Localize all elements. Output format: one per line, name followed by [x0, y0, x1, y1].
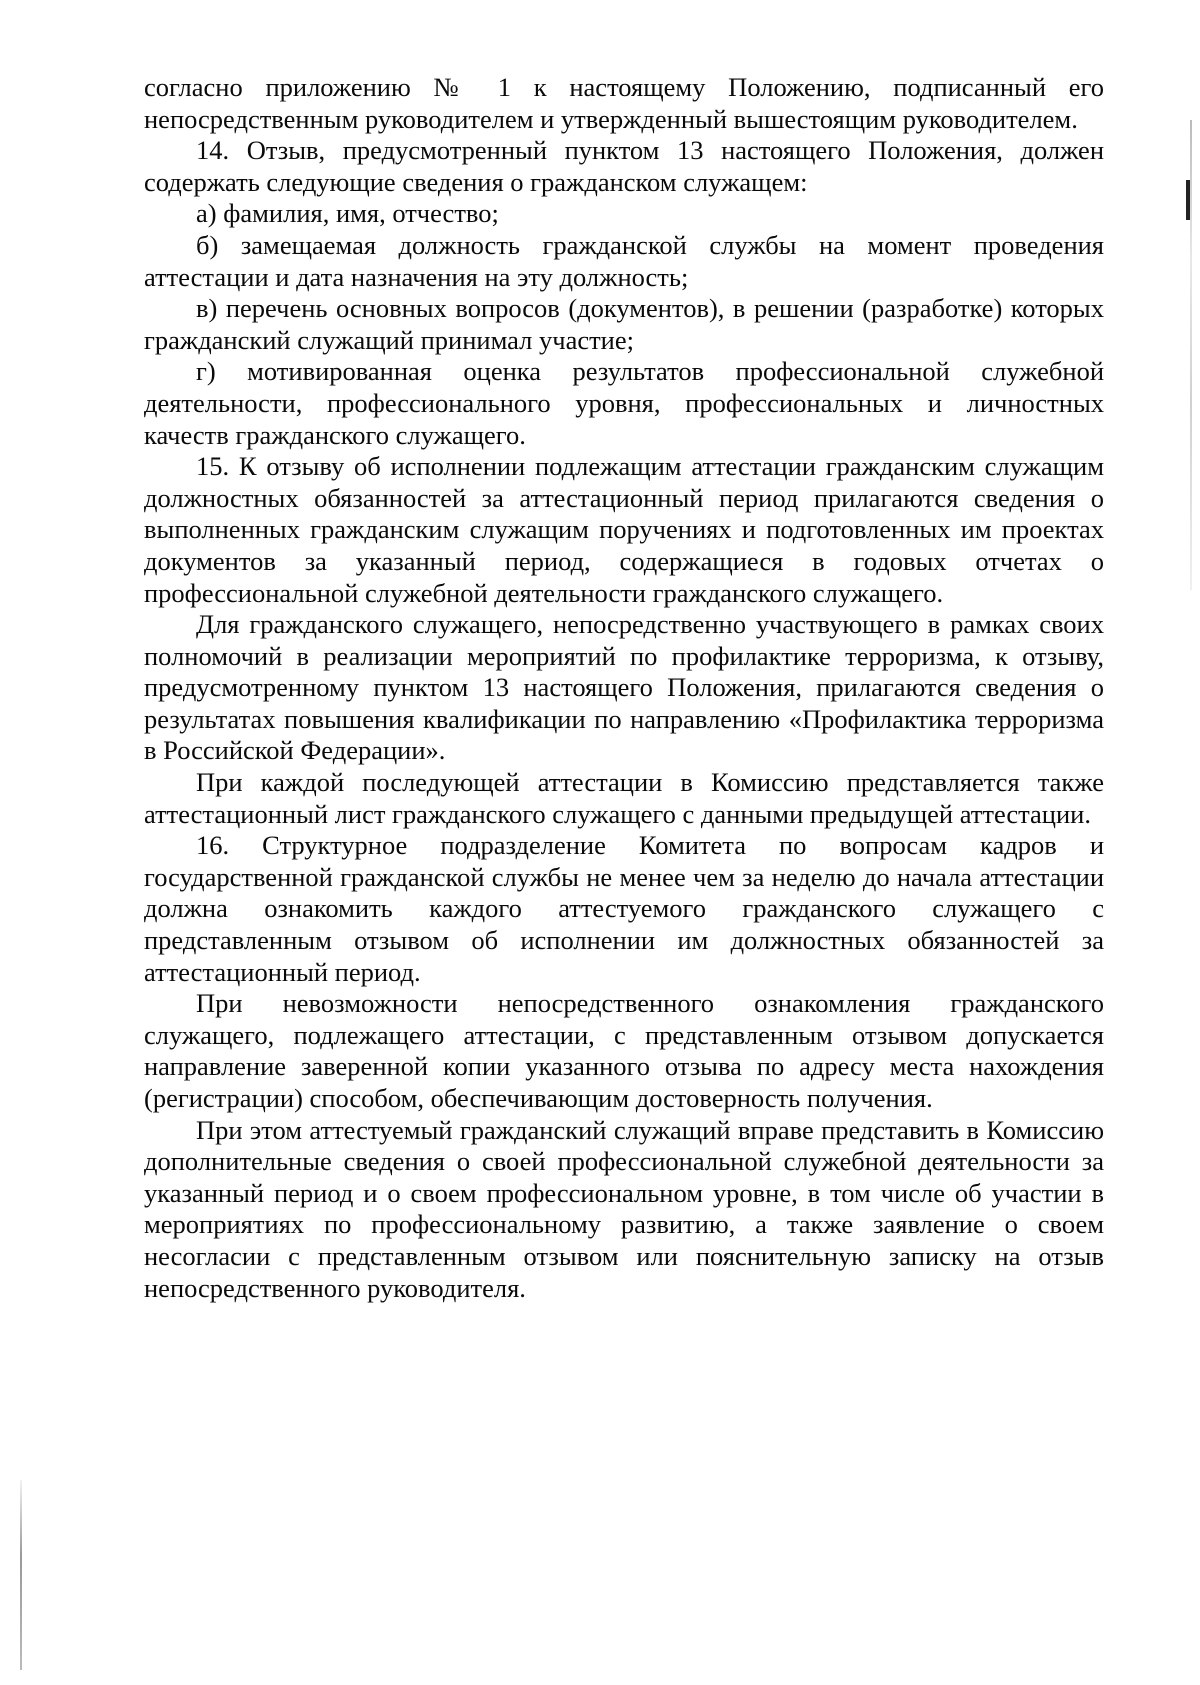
paragraph-subitem-g: г) мотивированная оценка результатов профессиональной служебной деятельности, профессионального уровня, профессиональных и личностных качеств гражданского служащего.	[144, 356, 1104, 450]
paragraph-subitem-b: б) замещаемая должность гражданской службы на момент проведения аттестации и дата назначения на эту должность;	[144, 229, 1104, 292]
paragraph-continuation: согласно приложению № 1 к настоящему Положению, подписанный его непосредственным руководителем и утвержденный вышестоящим руководителем.	[144, 72, 1104, 134]
document-body	[144, 72, 1104, 1304]
scan-edge-right	[1190, 120, 1192, 590]
paragraph-subitem-v: в) перечень основных вопросов (документов), в решении (разработке) которых гражданский служащий принимал участие;	[144, 293, 1104, 355]
paragraph-item-15: 15. К отзыву об исполнении подлежащим аттестации гражданским служащим должностных обязанностей за аттестационный период прилагаются сведения о выполненных гражданским служащим поручениях и подготовленных им проектах документов за указанный период, содержащиеся в годовых отчетах о профессиональной служебной деятельности гражданского служащего.	[144, 451, 1104, 608]
paragraph-impossibility: При невозможности непосредственного ознакомления гражданского служащего, подлежащего аттестации, с представленным отзывом допускается направление заверенной копии указанного отзыва по адресу места нахождения (регистрации) способом, обеспечивающим достоверность получения.	[144, 988, 1104, 1113]
paragraph-terrorism-prevention: Для гражданского служащего, непосредственно участвующего в рамках своих полномочий в реализации мероприятий по профилактике терроризма, к отзыву, предусмотренному пунктом 13 настоящего Положения, прилагаются сведения о результатах повышения квалификации по направлению «Профилактика терроризма в Российской Федерации».	[144, 609, 1104, 766]
paragraph-subitem-a: а) фамилия, имя, отчество;	[196, 198, 499, 229]
paragraph-item-14: 14. Отзыв, предусмотренный пунктом 13 настоящего Положения, должен содержать следующие сведения о гражданском служащем:	[144, 135, 1104, 197]
scan-edge-left	[20, 1480, 22, 1670]
paragraph-item-16: 16. Структурное подразделение Комитета по вопросам кадров и государственной гражданской службы не менее чем за неделю до начала аттестации должна ознакомить каждого аттестуемого гражданского служащего с представленным отзывом об исполнении им должностных обязанностей за аттестационный период.	[144, 830, 1104, 987]
paragraph-additional-info: При этом аттестуемый гражданский служащий вправе представить в Комиссию дополнительные сведения о своей профессиональной служебной деятельности за указанный период и о своем профессиональном уровне, в том числе об участии в мероприятиях по профессиональному развитию, а также заявление о своем несогласии с представленным отзывом или пояснительную записку на отзыв непосредственного руководителя.	[144, 1114, 1104, 1303]
paragraph-subsequent-attestation: При каждой последующей аттестации в Комиссию представляется также аттестационный лист гражданского служащего с данными предыдущей аттестации.	[144, 767, 1104, 829]
scan-mark-right	[1186, 180, 1190, 220]
